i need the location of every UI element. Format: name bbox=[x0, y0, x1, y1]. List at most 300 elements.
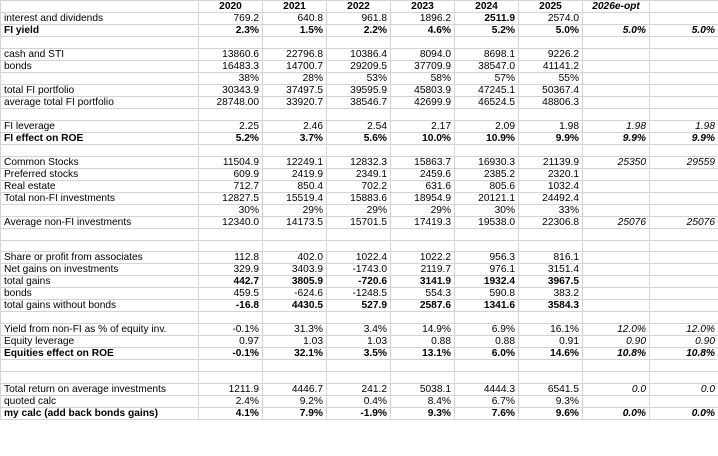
value-cell[interactable]: 0.90 bbox=[650, 336, 718, 348]
row-label-cell[interactable]: total gains without bonds bbox=[1, 300, 199, 312]
value-cell[interactable] bbox=[650, 48, 718, 60]
row-label-cell[interactable]: FI effect on ROE bbox=[1, 132, 199, 144]
value-cell[interactable]: -720.6 bbox=[327, 276, 391, 288]
value-cell[interactable]: 976.1 bbox=[455, 264, 519, 276]
value-cell[interactable] bbox=[583, 204, 650, 216]
value-cell[interactable] bbox=[391, 360, 455, 372]
value-cell[interactable]: 50367.4 bbox=[519, 84, 583, 96]
value-cell[interactable] bbox=[519, 144, 583, 156]
value-cell[interactable] bbox=[650, 276, 718, 288]
value-cell[interactable]: 7.9% bbox=[263, 408, 327, 420]
value-cell[interactable]: -0.1% bbox=[199, 348, 263, 360]
row-label-cell[interactable]: cash and STI bbox=[1, 48, 199, 60]
value-cell[interactable] bbox=[263, 360, 327, 372]
value-cell[interactable] bbox=[650, 108, 718, 120]
value-cell[interactable]: 3805.9 bbox=[263, 276, 327, 288]
value-cell[interactable]: 33% bbox=[519, 204, 583, 216]
value-cell[interactable]: 13860.6 bbox=[199, 48, 263, 60]
value-cell[interactable] bbox=[263, 228, 327, 240]
value-cell[interactable]: 6541.5 bbox=[519, 384, 583, 396]
value-cell[interactable]: 554.3 bbox=[391, 288, 455, 300]
value-cell[interactable]: 9.2% bbox=[263, 396, 327, 408]
value-cell[interactable]: 0.4% bbox=[327, 396, 391, 408]
row-label-cell[interactable]: average total FI portfolio bbox=[1, 96, 199, 108]
value-cell[interactable]: 14.9% bbox=[391, 324, 455, 336]
value-cell[interactable]: 16930.3 bbox=[455, 156, 519, 168]
value-cell[interactable]: 1.03 bbox=[263, 336, 327, 348]
value-cell[interactable]: 1.03 bbox=[327, 336, 391, 348]
value-cell[interactable] bbox=[650, 264, 718, 276]
value-cell[interactable] bbox=[391, 372, 455, 384]
value-cell[interactable]: 1896.2 bbox=[391, 13, 455, 25]
row-label-cell[interactable]: Average non-FI investments bbox=[1, 216, 199, 228]
value-cell[interactable]: 0.0% bbox=[650, 408, 718, 420]
row-label-cell[interactable]: total FI portfolio bbox=[1, 84, 199, 96]
value-cell[interactable] bbox=[519, 360, 583, 372]
value-cell[interactable]: 2.17 bbox=[391, 120, 455, 132]
value-cell[interactable] bbox=[199, 37, 263, 49]
value-cell[interactable]: 18954.9 bbox=[391, 192, 455, 204]
value-cell[interactable]: 16483.3 bbox=[199, 60, 263, 72]
row-label-cell[interactable] bbox=[1, 228, 199, 240]
value-cell[interactable] bbox=[199, 360, 263, 372]
value-cell[interactable]: 2.2% bbox=[327, 25, 391, 37]
value-cell[interactable]: 631.6 bbox=[391, 180, 455, 192]
value-cell[interactable] bbox=[650, 360, 718, 372]
value-cell[interactable] bbox=[263, 372, 327, 384]
row-label-cell[interactable]: Common Stocks bbox=[1, 156, 199, 168]
value-cell[interactable] bbox=[583, 48, 650, 60]
value-cell[interactable] bbox=[650, 372, 718, 384]
value-cell[interactable]: 1.5% bbox=[263, 25, 327, 37]
value-cell[interactable]: 5038.1 bbox=[391, 384, 455, 396]
value-cell[interactable] bbox=[583, 180, 650, 192]
value-cell[interactable]: -624.6 bbox=[263, 288, 327, 300]
value-cell[interactable]: 38547.0 bbox=[455, 60, 519, 72]
value-cell[interactable]: 5.2% bbox=[455, 25, 519, 37]
value-cell[interactable]: 11504.9 bbox=[199, 156, 263, 168]
header-cell-2022[interactable]: 2022 bbox=[327, 1, 391, 13]
row-label-cell[interactable] bbox=[1, 372, 199, 384]
row-label-cell[interactable]: Net gains on investments bbox=[1, 264, 199, 276]
value-cell[interactable]: 961.8 bbox=[327, 13, 391, 25]
value-cell[interactable]: 2.54 bbox=[327, 120, 391, 132]
row-label-cell[interactable]: Real estate bbox=[1, 180, 199, 192]
value-cell[interactable]: 20121.1 bbox=[455, 192, 519, 204]
value-cell[interactable]: 4430.5 bbox=[263, 300, 327, 312]
value-cell[interactable]: 2.46 bbox=[263, 120, 327, 132]
value-cell[interactable]: 712.7 bbox=[199, 180, 263, 192]
value-cell[interactable]: 383.2 bbox=[519, 288, 583, 300]
value-cell[interactable]: 15519.4 bbox=[263, 192, 327, 204]
value-cell[interactable]: 47245.1 bbox=[455, 84, 519, 96]
value-cell[interactable] bbox=[583, 396, 650, 408]
value-cell[interactable] bbox=[583, 144, 650, 156]
value-cell[interactable]: 30% bbox=[199, 204, 263, 216]
value-cell[interactable]: 2.3% bbox=[199, 25, 263, 37]
value-cell[interactable]: 5.0% bbox=[650, 25, 718, 37]
value-cell[interactable]: 14700.7 bbox=[263, 60, 327, 72]
value-cell[interactable]: 28748.00 bbox=[199, 96, 263, 108]
value-cell[interactable]: 15863.7 bbox=[391, 156, 455, 168]
value-cell[interactable]: 9.3% bbox=[391, 408, 455, 420]
value-cell[interactable]: 112.8 bbox=[199, 252, 263, 264]
value-cell[interactable] bbox=[583, 360, 650, 372]
value-cell[interactable]: 13.1% bbox=[391, 348, 455, 360]
header-cell[interactable] bbox=[650, 1, 718, 13]
value-cell[interactable]: 29209.5 bbox=[327, 60, 391, 72]
row-label-cell[interactable]: bonds bbox=[1, 288, 199, 300]
value-cell[interactable]: 3584.3 bbox=[519, 300, 583, 312]
value-cell[interactable]: 850.4 bbox=[263, 180, 327, 192]
value-cell[interactable]: 17419.3 bbox=[391, 216, 455, 228]
row-label-cell[interactable]: Share or profit from associates bbox=[1, 252, 199, 264]
value-cell[interactable] bbox=[583, 288, 650, 300]
value-cell[interactable] bbox=[650, 240, 718, 252]
value-cell[interactable]: 30% bbox=[455, 204, 519, 216]
value-cell[interactable] bbox=[455, 37, 519, 49]
row-label-cell[interactable] bbox=[1, 312, 199, 324]
value-cell[interactable]: 24492.4 bbox=[519, 192, 583, 204]
header-cell-2020[interactable]: 2020 bbox=[199, 1, 263, 13]
value-cell[interactable]: 9.9% bbox=[650, 132, 718, 144]
value-cell[interactable] bbox=[327, 37, 391, 49]
value-cell[interactable]: -1248.5 bbox=[327, 288, 391, 300]
value-cell[interactable] bbox=[583, 37, 650, 49]
row-label-cell[interactable]: Equities effect on ROE bbox=[1, 348, 199, 360]
value-cell[interactable]: 1022.2 bbox=[391, 252, 455, 264]
value-cell[interactable] bbox=[650, 144, 718, 156]
value-cell[interactable] bbox=[650, 60, 718, 72]
value-cell[interactable]: 57% bbox=[455, 72, 519, 84]
value-cell[interactable]: 5.6% bbox=[327, 132, 391, 144]
value-cell[interactable]: 12832.3 bbox=[327, 156, 391, 168]
value-cell[interactable]: 38% bbox=[199, 72, 263, 84]
value-cell[interactable]: 1022.4 bbox=[327, 252, 391, 264]
value-cell[interactable]: 2119.7 bbox=[391, 264, 455, 276]
value-cell[interactable]: 2.09 bbox=[455, 120, 519, 132]
value-cell[interactable]: 32.1% bbox=[263, 348, 327, 360]
value-cell[interactable]: 2419.9 bbox=[263, 168, 327, 180]
value-cell[interactable]: 1.98 bbox=[583, 120, 650, 132]
value-cell[interactable]: 816.1 bbox=[519, 252, 583, 264]
value-cell[interactable]: 2574.0 bbox=[519, 13, 583, 25]
value-cell[interactable]: 15701.5 bbox=[327, 216, 391, 228]
value-cell[interactable]: 15883.6 bbox=[327, 192, 391, 204]
row-label-cell[interactable]: FI yield bbox=[1, 25, 199, 37]
value-cell[interactable]: 29% bbox=[263, 204, 327, 216]
value-cell[interactable]: 25350 bbox=[583, 156, 650, 168]
value-cell[interactable]: 0.90 bbox=[583, 336, 650, 348]
value-cell[interactable]: 55% bbox=[519, 72, 583, 84]
value-cell[interactable]: 241.2 bbox=[327, 384, 391, 396]
value-cell[interactable]: 39595.9 bbox=[327, 84, 391, 96]
value-cell[interactable]: 8.4% bbox=[391, 396, 455, 408]
value-cell[interactable]: 6.0% bbox=[455, 348, 519, 360]
value-cell[interactable] bbox=[391, 37, 455, 49]
value-cell[interactable]: 590.8 bbox=[455, 288, 519, 300]
value-cell[interactable] bbox=[650, 396, 718, 408]
value-cell[interactable]: 58% bbox=[391, 72, 455, 84]
value-cell[interactable]: 2587.6 bbox=[391, 300, 455, 312]
value-cell[interactable] bbox=[455, 108, 519, 120]
value-cell[interactable] bbox=[583, 168, 650, 180]
value-cell[interactable] bbox=[263, 37, 327, 49]
value-cell[interactable] bbox=[650, 288, 718, 300]
value-cell[interactable]: 527.9 bbox=[327, 300, 391, 312]
value-cell[interactable]: 2.4% bbox=[199, 396, 263, 408]
value-cell[interactable]: 10.8% bbox=[583, 348, 650, 360]
value-cell[interactable] bbox=[455, 144, 519, 156]
value-cell[interactable]: 30343.9 bbox=[199, 84, 263, 96]
value-cell[interactable]: 14173.5 bbox=[263, 216, 327, 228]
value-cell[interactable]: 1211.9 bbox=[199, 384, 263, 396]
value-cell[interactable]: 28% bbox=[263, 72, 327, 84]
value-cell[interactable]: -1.9% bbox=[327, 408, 391, 420]
header-cell-2023[interactable]: 2023 bbox=[391, 1, 455, 13]
row-label-cell[interactable]: Equity leverage bbox=[1, 336, 199, 348]
value-cell[interactable] bbox=[650, 72, 718, 84]
value-cell[interactable] bbox=[583, 312, 650, 324]
value-cell[interactable]: 42699.9 bbox=[391, 96, 455, 108]
value-cell[interactable] bbox=[455, 228, 519, 240]
value-cell[interactable] bbox=[327, 144, 391, 156]
value-cell[interactable]: 29559 bbox=[650, 156, 718, 168]
value-cell[interactable]: 6.7% bbox=[455, 396, 519, 408]
value-cell[interactable]: 29% bbox=[391, 204, 455, 216]
value-cell[interactable] bbox=[650, 300, 718, 312]
value-cell[interactable]: 3967.5 bbox=[519, 276, 583, 288]
value-cell[interactable]: 0.0 bbox=[583, 384, 650, 396]
value-cell[interactable]: 12249.1 bbox=[263, 156, 327, 168]
value-cell[interactable]: 22306.8 bbox=[519, 216, 583, 228]
value-cell[interactable]: 10.9% bbox=[455, 132, 519, 144]
value-cell[interactable]: 609.9 bbox=[199, 168, 263, 180]
value-cell[interactable] bbox=[199, 372, 263, 384]
value-cell[interactable] bbox=[391, 144, 455, 156]
row-label-cell[interactable] bbox=[1, 144, 199, 156]
value-cell[interactable]: 12.0% bbox=[583, 324, 650, 336]
value-cell[interactable] bbox=[650, 312, 718, 324]
value-cell[interactable] bbox=[455, 312, 519, 324]
value-cell[interactable]: 25076 bbox=[650, 216, 718, 228]
value-cell[interactable]: 1.98 bbox=[650, 120, 718, 132]
value-cell[interactable]: 45803.9 bbox=[391, 84, 455, 96]
value-cell[interactable]: 38546.7 bbox=[327, 96, 391, 108]
value-cell[interactable] bbox=[583, 300, 650, 312]
value-cell[interactable] bbox=[583, 240, 650, 252]
value-cell[interactable] bbox=[650, 13, 718, 25]
value-cell[interactable] bbox=[650, 228, 718, 240]
value-cell[interactable]: 3141.9 bbox=[391, 276, 455, 288]
value-cell[interactable] bbox=[327, 360, 391, 372]
value-cell[interactable]: 2511.9 bbox=[455, 13, 519, 25]
value-cell[interactable] bbox=[519, 37, 583, 49]
row-label-cell[interactable]: FI leverage bbox=[1, 120, 199, 132]
row-label-cell[interactable]: Preferred stocks bbox=[1, 168, 199, 180]
header-cell-2025[interactable]: 2025 bbox=[519, 1, 583, 13]
row-label-cell[interactable]: quoted calc bbox=[1, 396, 199, 408]
value-cell[interactable] bbox=[327, 240, 391, 252]
value-cell[interactable] bbox=[583, 13, 650, 25]
value-cell[interactable] bbox=[583, 228, 650, 240]
row-label-cell[interactable] bbox=[1, 360, 199, 372]
value-cell[interactable] bbox=[519, 228, 583, 240]
value-cell[interactable]: 19538.0 bbox=[455, 216, 519, 228]
value-cell[interactable]: 4.6% bbox=[391, 25, 455, 37]
row-label-cell[interactable] bbox=[1, 240, 199, 252]
value-cell[interactable] bbox=[583, 372, 650, 384]
value-cell[interactable]: 9.9% bbox=[583, 132, 650, 144]
value-cell[interactable]: 10386.4 bbox=[327, 48, 391, 60]
row-label-cell[interactable]: Total non-FI investments bbox=[1, 192, 199, 204]
value-cell[interactable]: 442.7 bbox=[199, 276, 263, 288]
value-cell[interactable] bbox=[327, 372, 391, 384]
value-cell[interactable] bbox=[519, 240, 583, 252]
value-cell[interactable]: 12.0% bbox=[650, 324, 718, 336]
value-cell[interactable]: -0.1% bbox=[199, 324, 263, 336]
row-label-cell[interactable]: interest and dividends bbox=[1, 13, 199, 25]
value-cell[interactable] bbox=[650, 204, 718, 216]
value-cell[interactable]: 3403.9 bbox=[263, 264, 327, 276]
value-cell[interactable]: -1743.0 bbox=[327, 264, 391, 276]
value-cell[interactable]: 1341.6 bbox=[455, 300, 519, 312]
value-cell[interactable] bbox=[583, 264, 650, 276]
value-cell[interactable]: 640.8 bbox=[263, 13, 327, 25]
value-cell[interactable]: 48806.3 bbox=[519, 96, 583, 108]
value-cell[interactable] bbox=[650, 252, 718, 264]
value-cell[interactable]: 9.6% bbox=[519, 408, 583, 420]
value-cell[interactable]: 5.0% bbox=[519, 25, 583, 37]
value-cell[interactable]: 459.5 bbox=[199, 288, 263, 300]
value-cell[interactable]: 5.0% bbox=[583, 25, 650, 37]
value-cell[interactable]: -16.8 bbox=[199, 300, 263, 312]
value-cell[interactable] bbox=[650, 180, 718, 192]
row-label-cell[interactable] bbox=[1, 204, 199, 216]
value-cell[interactable] bbox=[455, 240, 519, 252]
value-cell[interactable]: 0.0 bbox=[650, 384, 718, 396]
value-cell[interactable] bbox=[199, 228, 263, 240]
value-cell[interactable]: 10.8% bbox=[650, 348, 718, 360]
value-cell[interactable]: 9.9% bbox=[519, 132, 583, 144]
value-cell[interactable] bbox=[391, 312, 455, 324]
value-cell[interactable] bbox=[583, 276, 650, 288]
value-cell[interactable]: 25076 bbox=[583, 216, 650, 228]
value-cell[interactable] bbox=[650, 37, 718, 49]
value-cell[interactable] bbox=[455, 360, 519, 372]
value-cell[interactable]: 3151.4 bbox=[519, 264, 583, 276]
value-cell[interactable]: 4444.3 bbox=[455, 384, 519, 396]
value-cell[interactable]: 12827.5 bbox=[199, 192, 263, 204]
value-cell[interactable]: 0.97 bbox=[199, 336, 263, 348]
value-cell[interactable]: 956.3 bbox=[455, 252, 519, 264]
value-cell[interactable]: 1932.4 bbox=[455, 276, 519, 288]
row-label-cell[interactable]: bonds bbox=[1, 60, 199, 72]
row-label-cell[interactable]: my calc (add back bonds gains) bbox=[1, 408, 199, 420]
value-cell[interactable]: 4446.7 bbox=[263, 384, 327, 396]
value-cell[interactable]: 2.25 bbox=[199, 120, 263, 132]
value-cell[interactable] bbox=[263, 312, 327, 324]
value-cell[interactable] bbox=[327, 108, 391, 120]
value-cell[interactable] bbox=[650, 84, 718, 96]
value-cell[interactable] bbox=[583, 192, 650, 204]
value-cell[interactable]: 31.3% bbox=[263, 324, 327, 336]
value-cell[interactable]: 329.9 bbox=[199, 264, 263, 276]
value-cell[interactable]: 22796.8 bbox=[263, 48, 327, 60]
value-cell[interactable] bbox=[391, 108, 455, 120]
value-cell[interactable]: 10.0% bbox=[391, 132, 455, 144]
value-cell[interactable]: 8698.1 bbox=[455, 48, 519, 60]
value-cell[interactable] bbox=[391, 240, 455, 252]
value-cell[interactable] bbox=[455, 372, 519, 384]
value-cell[interactable]: 9226.2 bbox=[519, 48, 583, 60]
value-cell[interactable] bbox=[583, 60, 650, 72]
row-label-cell[interactable]: Yield from non-FI as % of equity inv. bbox=[1, 324, 199, 336]
value-cell[interactable]: 21139.9 bbox=[519, 156, 583, 168]
row-label-cell[interactable] bbox=[1, 37, 199, 49]
header-cell-2024[interactable]: 2024 bbox=[455, 1, 519, 13]
value-cell[interactable] bbox=[199, 144, 263, 156]
value-cell[interactable] bbox=[263, 108, 327, 120]
value-cell[interactable] bbox=[263, 240, 327, 252]
value-cell[interactable]: 16.1% bbox=[519, 324, 583, 336]
value-cell[interactable]: 14.6% bbox=[519, 348, 583, 360]
row-label-cell[interactable]: total gains bbox=[1, 276, 199, 288]
value-cell[interactable]: 805.6 bbox=[455, 180, 519, 192]
row-label-cell[interactable] bbox=[1, 72, 199, 84]
value-cell[interactable]: 3.7% bbox=[263, 132, 327, 144]
value-cell[interactable]: 7.6% bbox=[455, 408, 519, 420]
value-cell[interactable] bbox=[199, 312, 263, 324]
row-label-cell[interactable] bbox=[1, 108, 199, 120]
value-cell[interactable]: 0.88 bbox=[391, 336, 455, 348]
value-cell[interactable] bbox=[650, 192, 718, 204]
value-cell[interactable]: 53% bbox=[327, 72, 391, 84]
value-cell[interactable] bbox=[391, 228, 455, 240]
value-cell[interactable]: 6.9% bbox=[455, 324, 519, 336]
value-cell[interactable]: 2459.6 bbox=[391, 168, 455, 180]
value-cell[interactable]: 0.0% bbox=[583, 408, 650, 420]
value-cell[interactable]: 8094.0 bbox=[391, 48, 455, 60]
value-cell[interactable]: 2385.2 bbox=[455, 168, 519, 180]
value-cell[interactable]: 12340.0 bbox=[199, 216, 263, 228]
value-cell[interactable]: 37497.5 bbox=[263, 84, 327, 96]
row-label-cell[interactable]: Total return on average investments bbox=[1, 384, 199, 396]
value-cell[interactable] bbox=[583, 108, 650, 120]
value-cell[interactable] bbox=[199, 108, 263, 120]
value-cell[interactable]: 0.88 bbox=[455, 336, 519, 348]
header-cell-2021[interactable]: 2021 bbox=[263, 1, 327, 13]
value-cell[interactable]: 769.2 bbox=[199, 13, 263, 25]
value-cell[interactable]: 46524.5 bbox=[455, 96, 519, 108]
value-cell[interactable]: 402.0 bbox=[263, 252, 327, 264]
value-cell[interactable]: 2349.1 bbox=[327, 168, 391, 180]
value-cell[interactable]: 5.2% bbox=[199, 132, 263, 144]
value-cell[interactable] bbox=[650, 168, 718, 180]
value-cell[interactable] bbox=[519, 372, 583, 384]
value-cell[interactable]: 37709.9 bbox=[391, 60, 455, 72]
value-cell[interactable]: 3.5% bbox=[327, 348, 391, 360]
value-cell[interactable]: 3.4% bbox=[327, 324, 391, 336]
value-cell[interactable]: 4.1% bbox=[199, 408, 263, 420]
value-cell[interactable] bbox=[327, 228, 391, 240]
value-cell[interactable]: 0.91 bbox=[519, 336, 583, 348]
header-cell[interactable] bbox=[1, 1, 199, 13]
value-cell[interactable] bbox=[519, 108, 583, 120]
value-cell[interactable]: 702.2 bbox=[327, 180, 391, 192]
value-cell[interactable]: 9.3% bbox=[519, 396, 583, 408]
value-cell[interactable] bbox=[327, 312, 391, 324]
